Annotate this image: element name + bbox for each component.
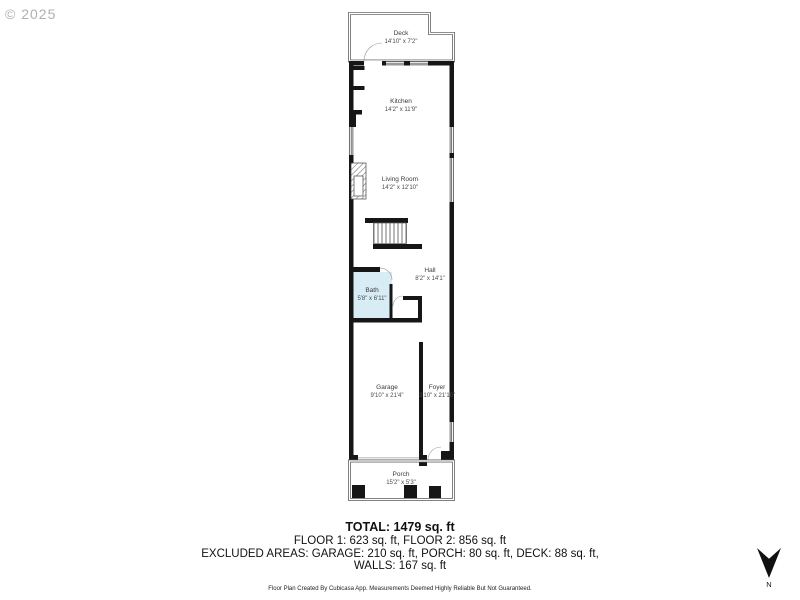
room-dimensions: 14'2" x 11'9" [384,107,418,113]
room-label-deck [385,30,418,46]
room-label-garage [371,384,404,400]
room-name: Hall [424,267,436,274]
copyright-watermark: © 2025 [5,6,57,22]
room-label-kitchen [385,98,417,114]
room-label-living-room [382,176,418,192]
room-label-hall [415,267,445,283]
summary-excluded-areas: EXCLUDED AREAS: GARAGE: 210 sq. ft, PORCH: 80 sq. ft, DECK: 88 sq. ft, [201,547,599,560]
room-name: Living Room [381,176,419,183]
room-dimensions: 15'2" x 5'3" [386,480,416,486]
summary-floors: FLOOR 1: 623 sq. ft, FLOOR 2: 856 sq. ft [293,535,507,547]
north-compass [756,548,782,590]
room-dimensions: 3'10" x 21'10" [418,393,456,399]
disclaimer-text: Floor Plan Created By Cubicasa App. Measurements Deemed Highly Reliable But Not Guaranteed. [268,585,532,592]
room-dimensions: 14'2" x 12'10" [381,185,419,191]
walls [349,61,454,466]
summary-total: TOTAL: 1479 sq. ft [345,520,455,534]
room-dimensions: 14'10" x 7'2" [384,39,418,45]
room-dimensions: 8'2" x 14'1" [415,276,445,282]
room-name: Bath [365,287,379,294]
fireplace [351,163,366,199]
room-label-porch [386,471,416,487]
room-name: Garage [376,384,398,391]
room-label-foyer [419,384,455,400]
stairs [374,223,407,244]
room-name: Kitchen [390,98,412,105]
room-dimensions: 5'8" x 6'11" [357,296,387,302]
room-name: Porch [392,471,410,478]
room-name: Foyer [428,384,446,391]
compass-north-label: N [766,580,772,589]
room-label-bath [357,287,386,303]
room-name: Deck [393,30,409,37]
room-dimensions: 9'10" x 21'4" [370,393,404,399]
north-arrow-icon [757,548,781,578]
area-summary [0,520,800,593]
summary-walls: WALLS: 167 sq. ft [353,560,447,572]
